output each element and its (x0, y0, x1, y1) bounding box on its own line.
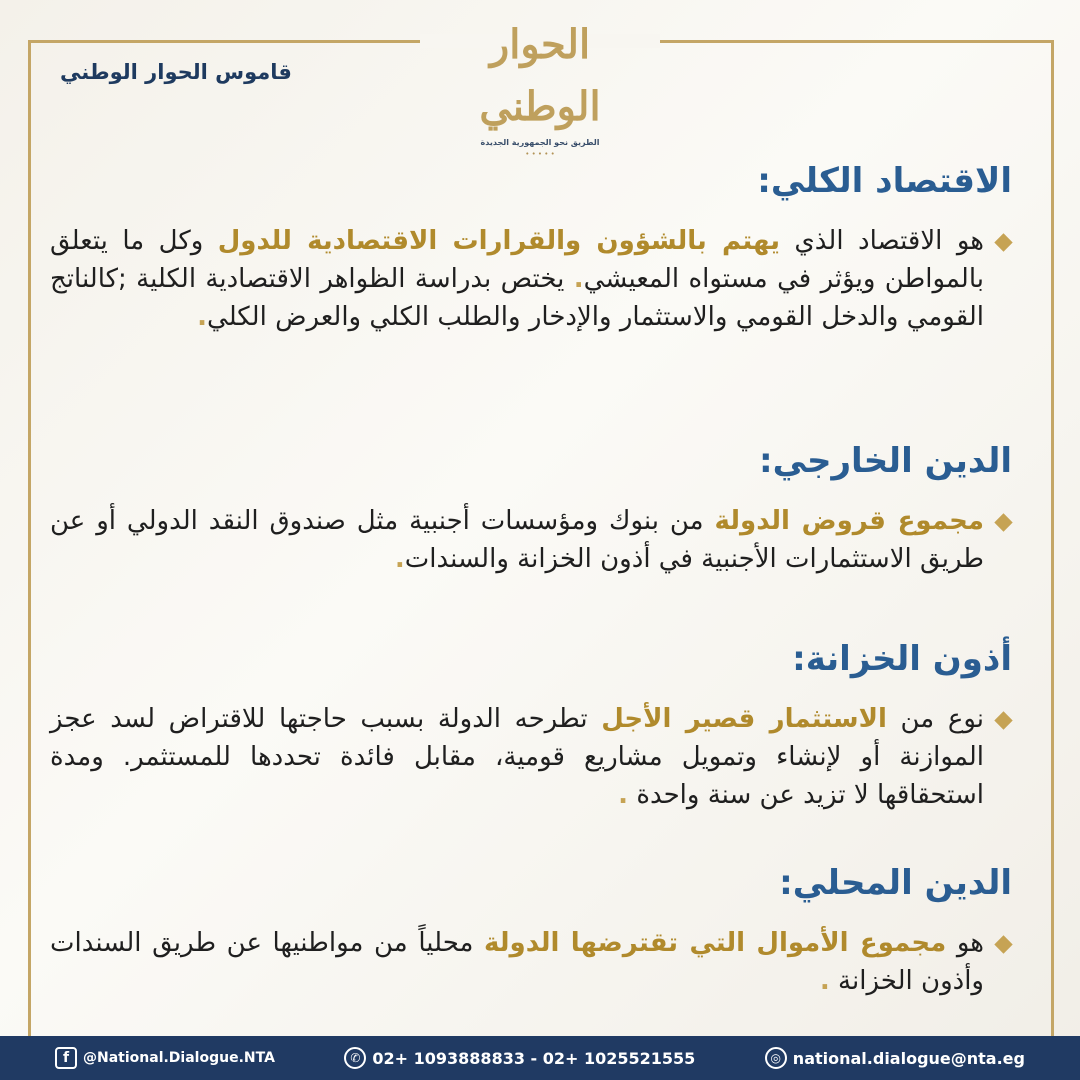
facebook-contact[interactable] (55, 1047, 275, 1069)
diamond-bullet-icon (994, 233, 1012, 251)
email-address: national.dialogue@nta.eg (792, 1048, 1025, 1068)
section-heading: أذون الخزانة: (792, 639, 1012, 679)
definition-row (50, 700, 1012, 814)
text-segment: يختص بدراسة الظواهر الاقتصادية الكلية ;كالناتج القومي والدخل القومي والاستثمار والإدخار والطلب الكلي والعرض الكلي (50, 264, 984, 332)
text-segment: هو الاقتصاد الذي (779, 226, 984, 256)
period-mark: . (618, 780, 629, 810)
globe-icon: ◎ (765, 1047, 787, 1069)
email-contact[interactable] (765, 1047, 1025, 1069)
whatsapp-icon: ✆ (344, 1047, 366, 1069)
definition-text (50, 222, 984, 336)
logo-tagline: الطريق نحو الجمهورية الجديدة (480, 138, 600, 147)
contact-footer (0, 1036, 1080, 1080)
phone-numbers: 02+ 1093888833 - 02+ 1025521555 (372, 1048, 696, 1068)
definition-row (50, 222, 1012, 336)
text-segment: نوع من (886, 704, 985, 734)
definition-text (50, 700, 984, 814)
text-segment: محلياً من مواطنيها عن طريق السندات وأذون الخزانة (50, 928, 984, 996)
highlighted-term: الاستثمار قصير الأجل (601, 704, 887, 734)
logo-ornament: • • • • • (525, 150, 555, 158)
section-external-debt (50, 438, 1012, 578)
section-heading: الاقتصاد الكلي: (757, 161, 1012, 201)
highlighted-term: مجموع الأموال التي تقترضها الدولة (484, 928, 947, 958)
section-macroeconomics (50, 158, 1012, 336)
whatsapp-contact[interactable] (344, 1047, 695, 1069)
section-heading: الدين المحلي: (779, 863, 1012, 903)
text-segment: من بنوك ومؤسسات أجنبية مثل صندوق النقد الدولي أو عن طريق الاستثمارات الأجنبية في أذون الخزانة والسندات (50, 506, 984, 574)
facebook-handle: @National.Dialogue.NTA (83, 1050, 275, 1066)
highlighted-term: مجموع قروض الدولة (714, 506, 984, 536)
section-domestic-debt (50, 860, 1012, 1000)
text-segment: هو (946, 928, 984, 958)
facebook-icon: f (55, 1047, 77, 1069)
diamond-bullet-icon (994, 935, 1012, 953)
diamond-bullet-icon (994, 513, 1012, 531)
section-treasury-bills (50, 636, 1012, 814)
logo-calligraphy: الحوار الوطني (479, 21, 601, 130)
highlighted-term: يهتم بالشؤون والقرارات الاقتصادية للدول (217, 226, 780, 256)
period-mark: . (197, 302, 208, 332)
section-heading: الدين الخارجي: (758, 441, 1012, 481)
text-segment: تطرحه الدولة بسبب حاجتها للاقتراض لسد عجز الموازنة أو لإنشاء وتمويل مشاريع قومية، مقابل فائدة تحددها للمستثمر. ومدة استحقاقها لا تزيد عن سنة واحدة (50, 704, 984, 810)
diamond-bullet-icon (994, 711, 1012, 729)
period-mark: . (394, 544, 405, 574)
dictionary-title: قاموس الحوار الوطني (60, 60, 292, 84)
definition-text (50, 502, 984, 578)
definition-text (50, 924, 984, 1000)
text-segment: وكل ما يتعلق بالمواطن ويؤثر في مستواه المعيشي (50, 226, 985, 294)
definition-row (50, 502, 1012, 578)
period-mark: . (573, 264, 584, 294)
national-dialogue-logo (440, 14, 640, 158)
definition-row (50, 924, 1012, 1000)
period-mark: . (819, 966, 830, 996)
